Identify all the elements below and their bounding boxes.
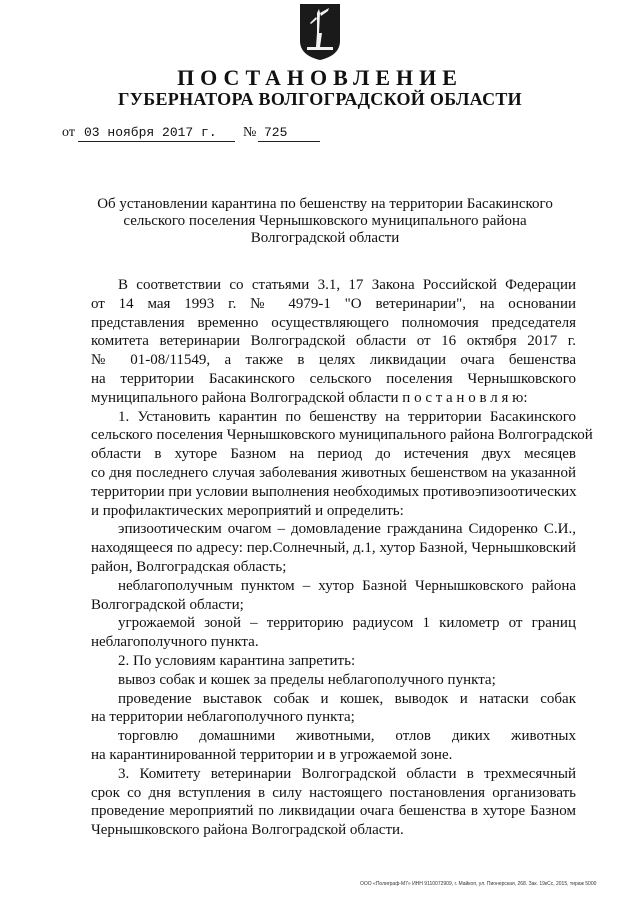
subject-line: Об установлении карантина по бешенству на территории Басакинского <box>97 196 553 212</box>
body-line: проведение выставок собак и кошек, выводок и натаски собак <box>118 690 576 707</box>
body-line: В соответствии со статьями 3.1, 17 Закона Российской Федерации <box>118 277 576 293</box>
body-line: со дня последнего случая заболевания животных бешенством на указанной <box>91 464 576 481</box>
date-label: от <box>62 125 75 140</box>
body-line: № 01-08/11549, а также в целях ликвидации очага бешенства <box>91 352 576 369</box>
body-line: проведение мероприятий по ликвидации очага бешенства в хуторе Базном <box>91 803 576 820</box>
printer-footer: ООО «Полиграф-М7» ИНН 9110072909, г. Майкоп, ул. Пионерская, 268. Зак. 19кСс, 2015, тираж 5000 <box>360 881 597 887</box>
body-line: неблагополучным пунктом – хутор Базной Чернышковского района <box>118 577 576 594</box>
document-body <box>91 276 593 840</box>
document-subject <box>80 196 570 247</box>
document-subtitle: ГУБЕРНАТОРА ВОЛГОГРАДСКОЙ ОБЛАСТИ <box>118 89 522 109</box>
body-line: территории при условии выполнения необходимых противоэпизоотических <box>91 483 577 500</box>
body-line: неблагополучного пункта. <box>91 634 259 651</box>
date-field: 03 ноября 2017 г. <box>78 124 235 142</box>
body-line: эпизоотическим очагом – домовладение гражданина Сидоренко С.И., <box>118 521 576 538</box>
body-line: вывоз собак и кошек за пределы неблагополучного пункта; <box>118 671 496 688</box>
body-line: на территории неблагополучного пункта; <box>91 709 355 726</box>
body-line: на карантинированной территории и в угрожаемой зоне. <box>91 746 453 763</box>
body-line: на территории Басакинского сельского поселения Чернышковского <box>91 370 576 387</box>
body-line: сельского поселения Чернышковского муниципального района Волгоградской <box>91 427 593 444</box>
body-line: срок со дня вступления в силу настоящего постановления организовать <box>91 784 576 801</box>
body-line: комитета ветеринарии Волгоградской области от 16 октября 2017 г. <box>91 333 576 350</box>
body-line: 1. Установить карантин по бешенству на территории Басакинского <box>118 408 576 425</box>
body-line: Волгоградской области; <box>91 596 244 613</box>
body-line: и профилактических мероприятий и определить: <box>91 502 404 519</box>
body-line: муниципального района Волгоградской области п о с т а н о в л я ю: <box>91 389 528 406</box>
body-line: 2. По условиям карантина запретить: <box>118 652 356 669</box>
body-line: район, Волгоградская область; <box>91 558 287 575</box>
body-line: 3. Комитету ветеринарии Волгоградской области в трехмесячный <box>118 765 576 782</box>
subject-line: Волгоградской области <box>250 230 400 246</box>
body-line: представления временно осуществляющего полномочия председателя <box>91 314 576 331</box>
body-line: от 14 мая 1993 г. № 4979-1 "О ветеринарии", на основании <box>91 295 576 312</box>
body-line: Чернышковского района Волгоградской области. <box>91 822 404 839</box>
number-label: № <box>243 125 257 140</box>
subject-line: сельского поселения Чернышковского муниципального района <box>123 213 527 229</box>
coat-of-arms-emblem <box>299 3 341 61</box>
body-line: торговлю домашними животными, отлов диких животных <box>118 728 576 745</box>
body-line: находящееся по адресу: пер.Солнечный, д.1, хутор Базной, Чернышковский <box>91 540 576 557</box>
body-line: угрожаемой зоной – территорию радиусом 1 километр от границ <box>118 615 576 632</box>
number-field: 725 <box>258 124 320 142</box>
document-title: ПОСТАНОВЛЕНИЕ <box>177 65 463 90</box>
body-line: области в хуторе Базном на период до истечения двух месяцев <box>91 446 576 463</box>
